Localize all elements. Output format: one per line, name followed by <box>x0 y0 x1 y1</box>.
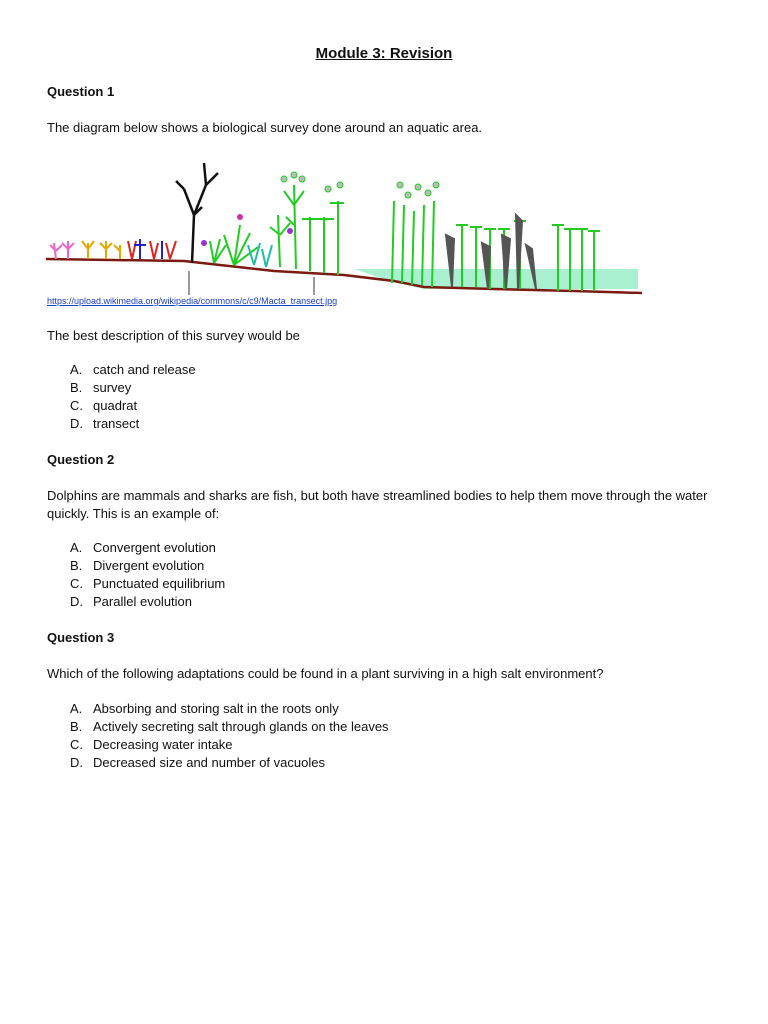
question-1-intro: The diagram below shows a biological survey done around an aquatic area. <box>47 120 483 135</box>
option-b: B. Divergent evolution <box>70 558 205 573</box>
water-area <box>354 269 638 289</box>
question-3-options <box>70 700 389 772</box>
question-3-heading: Question 3 <box>47 630 115 645</box>
question-2-options <box>70 539 225 611</box>
question-2-prompt: Dolphins are mammals and sharks are fish, but both have streamlined bodies to help them move through the water quickly. This is an example of: <box>47 488 708 521</box>
option-c: C. quadrat <box>70 398 138 413</box>
green-plants <box>210 185 344 275</box>
option-a: A. catch and release <box>70 362 196 377</box>
option-b: B. Actively secreting salt through glands on the leaves <box>70 719 389 734</box>
flower-heads <box>281 172 439 198</box>
option-d: D. Parallel evolution <box>70 594 193 609</box>
question-1-heading: Question 1 <box>47 84 115 99</box>
question-1-options <box>70 361 196 433</box>
blue-plants <box>134 239 162 259</box>
question-1-prompt: The best description of this survey would be <box>47 328 300 343</box>
pink-plants <box>50 241 74 259</box>
question-3-prompt: Which of the following adaptations could be found in a plant surviving in a high salt environment? <box>47 666 604 681</box>
transect-diagram <box>44 155 648 301</box>
option-d: D. transect <box>70 416 140 431</box>
source-link[interactable]: https://upload.wikimedia.org/wikipedia/commons/c/c9/Macta_transect.jpg <box>47 296 338 306</box>
option-b: B. survey <box>70 380 132 395</box>
option-d: D. Decreased size and number of vacuoles <box>70 755 325 770</box>
yellow-plants <box>82 241 120 259</box>
option-c: C. Punctuated equilibrium <box>70 576 226 591</box>
red-plants <box>128 241 176 259</box>
option-a: A. Convergent evolution <box>70 540 216 555</box>
page-title: Module 3: Revision <box>315 45 453 62</box>
option-a: A. Absorbing and storing salt in the roots only <box>70 701 339 716</box>
question-2-heading: Question 2 <box>47 452 115 467</box>
teal-plants <box>248 243 272 267</box>
option-c: C. Decreasing water intake <box>70 737 233 752</box>
